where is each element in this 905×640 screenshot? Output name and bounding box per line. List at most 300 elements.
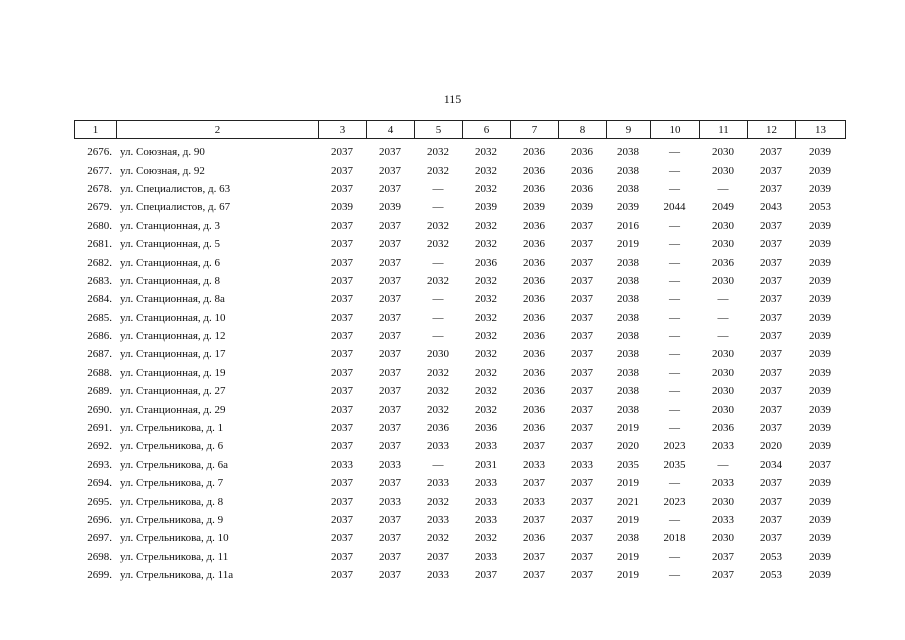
- year-cell: 2037: [571, 550, 593, 563]
- year-cell: 2037: [331, 440, 353, 453]
- year-cell: 2032: [427, 403, 449, 416]
- year-cell: 2037: [571, 477, 593, 490]
- year-cell: 2037: [760, 146, 782, 159]
- data-table: [74, 143, 845, 584]
- year-cell: 2039: [809, 366, 831, 379]
- year-cell: 2036: [523, 274, 545, 287]
- year-cell: 2037: [571, 293, 593, 306]
- year-cell: 2037: [379, 514, 401, 526]
- address-cell: ул. Станционная, д. 19: [120, 366, 226, 379]
- year-cell: 2019: [617, 238, 639, 251]
- row-number: 2685.: [87, 311, 112, 324]
- year-cell: 2037: [571, 330, 593, 343]
- year-cell: 2020: [617, 440, 639, 453]
- year-cell: 2037: [331, 219, 353, 232]
- address-cell: ул. Станционная, д. 3: [120, 219, 220, 232]
- year-cell: —: [432, 330, 444, 343]
- table-row: [74, 143, 845, 161]
- year-cell: 2037: [571, 274, 593, 287]
- year-cell: —: [717, 458, 729, 471]
- year-cell: 2030: [712, 238, 734, 251]
- year-cell: 2036: [523, 403, 545, 416]
- row-number: 2680.: [87, 219, 112, 232]
- row-number: 2679.: [87, 201, 112, 214]
- address-cell: ул. Стрельникова, д. 7: [120, 477, 224, 490]
- year-cell: 2032: [427, 238, 449, 251]
- year-cell: 2039: [809, 403, 831, 416]
- year-cell: 2037: [331, 495, 353, 508]
- year-cell: 2033: [331, 458, 353, 471]
- row-number: 2697.: [87, 532, 112, 545]
- year-cell: 2039: [809, 256, 831, 269]
- column-header-10: 10: [651, 121, 700, 139]
- year-cell: 2037: [571, 403, 593, 416]
- address-cell: ул. Стрельникова, д. 6а: [120, 458, 228, 471]
- year-cell: 2032: [475, 164, 497, 177]
- year-cell: 2039: [809, 569, 831, 582]
- address-cell: ул. Стрельникова, д. 9: [120, 514, 224, 526]
- table-row: [74, 382, 845, 400]
- row-number: 2694.: [87, 477, 112, 490]
- year-cell: 2037: [379, 182, 401, 195]
- year-cell: 2036: [571, 146, 593, 159]
- row-number: 2683.: [87, 274, 112, 287]
- year-cell: 2037: [809, 458, 831, 471]
- year-cell: —: [669, 550, 680, 563]
- address-cell: ул. Стрельникова, д. 1: [120, 422, 224, 435]
- table-row: [74, 198, 845, 216]
- table-row: [74, 235, 845, 253]
- year-cell: 2039: [809, 164, 831, 177]
- year-cell: 2038: [617, 274, 639, 287]
- year-cell: 2037: [379, 385, 401, 398]
- year-cell: 2033: [475, 514, 497, 526]
- year-cell: 2037: [379, 293, 401, 306]
- year-cell: 2038: [617, 385, 639, 398]
- row-number: 2677.: [87, 164, 112, 177]
- year-cell: 2033: [475, 477, 497, 490]
- year-cell: 2039: [809, 532, 831, 545]
- column-header-11: 11: [700, 121, 748, 139]
- year-cell: 2036: [523, 219, 545, 232]
- address-cell: ул. Станционная, д. 12: [120, 330, 226, 343]
- year-cell: 2036: [523, 146, 545, 159]
- year-cell: 2037: [571, 256, 593, 269]
- year-cell: 2032: [475, 403, 497, 416]
- year-cell: —: [669, 477, 680, 490]
- year-cell: —: [432, 311, 444, 324]
- year-cell: 2030: [712, 274, 734, 287]
- row-number: 2690.: [87, 403, 112, 416]
- year-cell: 2036: [523, 348, 545, 361]
- year-cell: 2032: [475, 311, 497, 324]
- year-cell: 2039: [809, 348, 831, 361]
- year-cell: 2037: [523, 569, 545, 582]
- year-cell: 2037: [760, 293, 782, 306]
- year-cell: 2039: [809, 293, 831, 306]
- year-cell: 2037: [760, 238, 782, 251]
- page-number: 115: [443, 92, 462, 106]
- year-cell: —: [669, 348, 680, 361]
- table-row: [74, 161, 845, 179]
- year-cell: 2039: [809, 440, 831, 453]
- year-cell: 2037: [331, 293, 353, 306]
- year-cell: 2035: [663, 458, 686, 471]
- year-cell: 2036: [523, 311, 545, 324]
- year-cell: 2037: [760, 256, 782, 269]
- year-cell: —: [669, 164, 680, 177]
- address-cell: ул. Станционная, д. 6: [120, 256, 220, 269]
- year-cell: 2032: [475, 385, 497, 398]
- year-cell: —: [669, 403, 680, 416]
- year-cell: 2037: [379, 238, 401, 251]
- table-row: [74, 456, 845, 474]
- year-cell: 2037: [760, 422, 782, 435]
- year-cell: 2037: [331, 311, 353, 324]
- year-cell: 2037: [379, 422, 401, 435]
- year-cell: —: [669, 366, 680, 379]
- year-cell: —: [432, 201, 444, 214]
- year-cell: 2038: [617, 366, 639, 379]
- row-number: 2693.: [87, 458, 112, 471]
- year-cell: 2036: [523, 238, 545, 251]
- address-cell: ул. Стрельникова, д. 8: [120, 495, 224, 508]
- year-cell: 2019: [617, 569, 639, 582]
- year-cell: —: [669, 256, 680, 269]
- year-cell: 2039: [809, 311, 831, 324]
- year-cell: 2030: [712, 385, 734, 398]
- year-cell: 2037: [523, 440, 545, 453]
- table-row: [74, 309, 845, 327]
- address-cell: ул. Станционная, д. 8: [120, 274, 220, 287]
- year-cell: —: [669, 569, 680, 582]
- year-cell: 2037: [331, 348, 353, 361]
- year-cell: 2033: [475, 440, 497, 453]
- address-cell: ул. Стрельникова, д. 11а: [120, 569, 234, 582]
- year-cell: 2037: [331, 256, 353, 269]
- year-cell: 2036: [523, 164, 545, 177]
- year-cell: 2053: [760, 569, 782, 582]
- year-cell: 2037: [760, 495, 782, 508]
- year-cell: 2036: [475, 256, 497, 269]
- year-cell: 2037: [331, 366, 353, 379]
- row-number: 2684.: [87, 293, 112, 306]
- year-cell: 2037: [331, 385, 353, 398]
- table-row: [74, 253, 845, 271]
- year-cell: 2033: [427, 440, 449, 453]
- year-cell: 2038: [617, 403, 639, 416]
- year-cell: 2036: [571, 164, 593, 177]
- table-row: [74, 566, 845, 584]
- year-cell: 2037: [331, 403, 353, 416]
- year-cell: 2033: [427, 514, 449, 526]
- year-cell: 2037: [571, 440, 593, 453]
- column-header-2: 2: [117, 121, 319, 139]
- year-cell: 2037: [712, 550, 734, 563]
- table-header: [74, 120, 846, 139]
- year-cell: —: [669, 514, 680, 526]
- address-cell: ул. Стрельникова, д. 6: [120, 440, 224, 453]
- year-cell: —: [432, 182, 444, 195]
- year-cell: 2036: [523, 422, 545, 435]
- year-cell: 2038: [617, 182, 639, 195]
- year-cell: 2036: [571, 182, 593, 195]
- year-cell: 2037: [379, 532, 401, 545]
- year-cell: 2037: [571, 569, 593, 582]
- year-cell: 2037: [427, 550, 449, 563]
- year-cell: 2036: [523, 532, 545, 545]
- year-cell: —: [669, 293, 680, 306]
- row-number: 2688.: [87, 366, 112, 379]
- row-number: 2696.: [87, 514, 112, 526]
- year-cell: 2037: [760, 182, 782, 195]
- year-cell: 2037: [331, 477, 353, 490]
- table-row: [74, 492, 845, 510]
- year-cell: 2037: [379, 256, 401, 269]
- table-row: [74, 290, 845, 308]
- year-cell: 2032: [475, 293, 497, 306]
- year-cell: 2032: [427, 385, 449, 398]
- year-cell: —: [669, 238, 680, 251]
- address-cell: ул. Союзная, д. 92: [120, 164, 205, 177]
- address-cell: ул. Союзная, д. 90: [120, 146, 205, 159]
- table-row: [74, 437, 845, 455]
- year-cell: 2039: [809, 550, 831, 563]
- year-cell: 2030: [712, 495, 734, 508]
- year-cell: 2032: [475, 366, 497, 379]
- year-cell: —: [669, 422, 680, 435]
- table-row: [74, 327, 845, 345]
- year-cell: 2037: [760, 403, 782, 416]
- year-cell: 2037: [523, 550, 545, 563]
- column-header-13: 13: [796, 121, 846, 139]
- year-cell: 2033: [379, 495, 401, 508]
- year-cell: 2039: [523, 201, 545, 214]
- year-cell: 2033: [712, 514, 734, 526]
- year-cell: 2033: [571, 458, 593, 471]
- row-number: 2682.: [87, 256, 112, 269]
- address-cell: ул. Специалистов, д. 63: [120, 182, 231, 195]
- column-header-1: 1: [75, 121, 117, 139]
- year-cell: 2033: [427, 569, 449, 582]
- year-cell: 2035: [617, 458, 639, 471]
- year-cell: 2030: [712, 366, 734, 379]
- address-cell: ул. Станционная, д. 5: [120, 238, 220, 251]
- year-cell: 2037: [571, 311, 593, 324]
- address-cell: ул. Стрельникова, д. 11: [120, 550, 229, 563]
- year-cell: 2032: [427, 274, 449, 287]
- year-cell: 2037: [331, 182, 353, 195]
- year-cell: 2039: [809, 477, 831, 490]
- year-cell: 2037: [331, 274, 353, 287]
- year-cell: —: [432, 293, 444, 306]
- year-cell: 2016: [617, 219, 639, 232]
- year-cell: 2037: [379, 569, 401, 582]
- year-cell: 2030: [712, 146, 734, 159]
- year-cell: 2037: [571, 238, 593, 251]
- year-cell: 2037: [331, 146, 353, 159]
- year-cell: 2037: [571, 532, 593, 545]
- table-row: [74, 400, 845, 418]
- header-row: [75, 121, 846, 139]
- year-cell: 2031: [475, 458, 497, 471]
- address-cell: ул. Станционная, д. 10: [120, 311, 226, 324]
- year-cell: 2037: [571, 348, 593, 361]
- year-cell: 2037: [379, 219, 401, 232]
- year-cell: 2037: [760, 274, 782, 287]
- row-number: 2678.: [87, 182, 112, 195]
- year-cell: —: [669, 219, 680, 232]
- year-cell: 2037: [760, 532, 782, 545]
- year-cell: 2033: [712, 440, 734, 453]
- year-cell: —: [669, 311, 680, 324]
- row-number: 2695.: [87, 495, 112, 508]
- year-cell: 2032: [475, 238, 497, 251]
- year-cell: 2037: [712, 569, 734, 582]
- column-header-8: 8: [559, 121, 607, 139]
- row-number: 2692.: [87, 440, 112, 453]
- year-cell: 2036: [523, 256, 545, 269]
- row-number: 2691.: [87, 422, 112, 435]
- year-cell: 2038: [617, 348, 639, 361]
- year-cell: 2032: [427, 366, 449, 379]
- year-cell: 2036: [523, 330, 545, 343]
- table-row: [74, 474, 845, 492]
- row-number: 2689.: [87, 385, 112, 398]
- year-cell: 2037: [379, 348, 401, 361]
- year-cell: —: [717, 182, 729, 195]
- year-cell: 2049: [712, 201, 734, 214]
- column-header-7: 7: [511, 121, 559, 139]
- address-cell: ул. Станционная, д. 17: [120, 348, 226, 361]
- table-row: [74, 548, 845, 566]
- year-cell: —: [717, 311, 729, 324]
- year-cell: 2038: [617, 330, 639, 343]
- year-cell: 2039: [809, 495, 831, 508]
- year-cell: 2039: [809, 514, 831, 526]
- year-cell: 2037: [760, 385, 782, 398]
- year-cell: 2036: [523, 182, 545, 195]
- year-cell: 2033: [475, 495, 497, 508]
- table-row: [74, 345, 845, 363]
- column-header-5: 5: [415, 121, 463, 139]
- table-row: [74, 419, 845, 437]
- year-cell: 2039: [809, 385, 831, 398]
- year-cell: 2037: [331, 422, 353, 435]
- year-cell: 2037: [760, 514, 782, 526]
- year-cell: 2037: [760, 348, 782, 361]
- year-cell: 2032: [427, 219, 449, 232]
- year-cell: 2034: [760, 458, 782, 471]
- year-cell: 2032: [427, 495, 449, 508]
- table-row: [74, 272, 845, 290]
- table-row: [74, 511, 845, 529]
- year-cell: 2032: [475, 182, 497, 195]
- year-cell: 2036: [427, 422, 449, 435]
- year-cell: 2037: [760, 477, 782, 490]
- table-row: [74, 529, 845, 547]
- year-cell: 2039: [809, 219, 831, 232]
- year-cell: 2037: [331, 569, 353, 582]
- year-cell: —: [669, 330, 680, 343]
- year-cell: 2037: [571, 422, 593, 435]
- column-header-9: 9: [607, 121, 651, 139]
- year-cell: 2030: [712, 532, 734, 545]
- year-cell: 2044: [663, 201, 686, 214]
- year-cell: 2037: [331, 550, 353, 563]
- year-cell: 2030: [712, 403, 734, 416]
- year-cell: 2037: [379, 164, 401, 177]
- table-row: [74, 217, 845, 235]
- year-cell: 2037: [571, 495, 593, 508]
- year-cell: 2030: [712, 348, 734, 361]
- year-cell: —: [717, 330, 729, 343]
- year-cell: 2037: [571, 385, 593, 398]
- year-cell: 2036: [523, 293, 545, 306]
- year-cell: 2037: [523, 477, 545, 490]
- row-number: 2698.: [87, 550, 112, 563]
- year-cell: 2032: [475, 146, 497, 159]
- year-cell: 2037: [760, 311, 782, 324]
- year-cell: 2036: [712, 422, 734, 435]
- year-cell: 2039: [809, 330, 831, 343]
- year-cell: 2032: [427, 146, 449, 159]
- table-row: [74, 364, 845, 382]
- year-cell: 2037: [523, 514, 545, 526]
- year-cell: 2037: [331, 330, 353, 343]
- year-cell: 2023: [663, 495, 686, 508]
- year-cell: 2038: [617, 293, 639, 306]
- year-cell: 2037: [571, 219, 593, 232]
- year-cell: 2038: [617, 146, 639, 159]
- year-cell: 2023: [663, 440, 686, 453]
- year-cell: 2037: [379, 146, 401, 159]
- year-cell: 2036: [712, 256, 734, 269]
- row-number: 2687.: [87, 348, 112, 361]
- year-cell: 2038: [617, 256, 639, 269]
- address-cell: ул. Станционная, д. 29: [120, 403, 226, 416]
- year-cell: 2018: [663, 532, 686, 545]
- year-cell: 2037: [379, 403, 401, 416]
- year-cell: —: [669, 182, 680, 195]
- year-cell: 2037: [379, 477, 401, 490]
- year-cell: 2032: [475, 348, 497, 361]
- year-cell: 2038: [617, 532, 639, 545]
- column-header-4: 4: [367, 121, 415, 139]
- year-cell: 2039: [809, 238, 831, 251]
- year-cell: —: [669, 146, 680, 159]
- table-row: [74, 180, 845, 198]
- row-number: 2681.: [87, 238, 112, 251]
- year-cell: 2032: [475, 274, 497, 287]
- year-cell: 2039: [617, 201, 639, 214]
- column-header-3: 3: [319, 121, 367, 139]
- year-cell: 2039: [809, 274, 831, 287]
- address-cell: ул. Специалистов, д. 67: [120, 201, 231, 214]
- year-cell: 2037: [760, 330, 782, 343]
- year-cell: 2033: [379, 458, 401, 471]
- year-cell: 2037: [760, 164, 782, 177]
- year-cell: 2033: [523, 458, 545, 471]
- year-cell: 2053: [760, 550, 782, 563]
- year-cell: 2037: [379, 440, 401, 453]
- row-number: 2699.: [87, 569, 112, 582]
- row-number: 2676.: [87, 146, 112, 159]
- year-cell: 2021: [617, 495, 639, 508]
- year-cell: 2039: [379, 201, 401, 214]
- year-cell: 2037: [379, 274, 401, 287]
- address-cell: ул. Стрельникова, д. 10: [120, 532, 229, 545]
